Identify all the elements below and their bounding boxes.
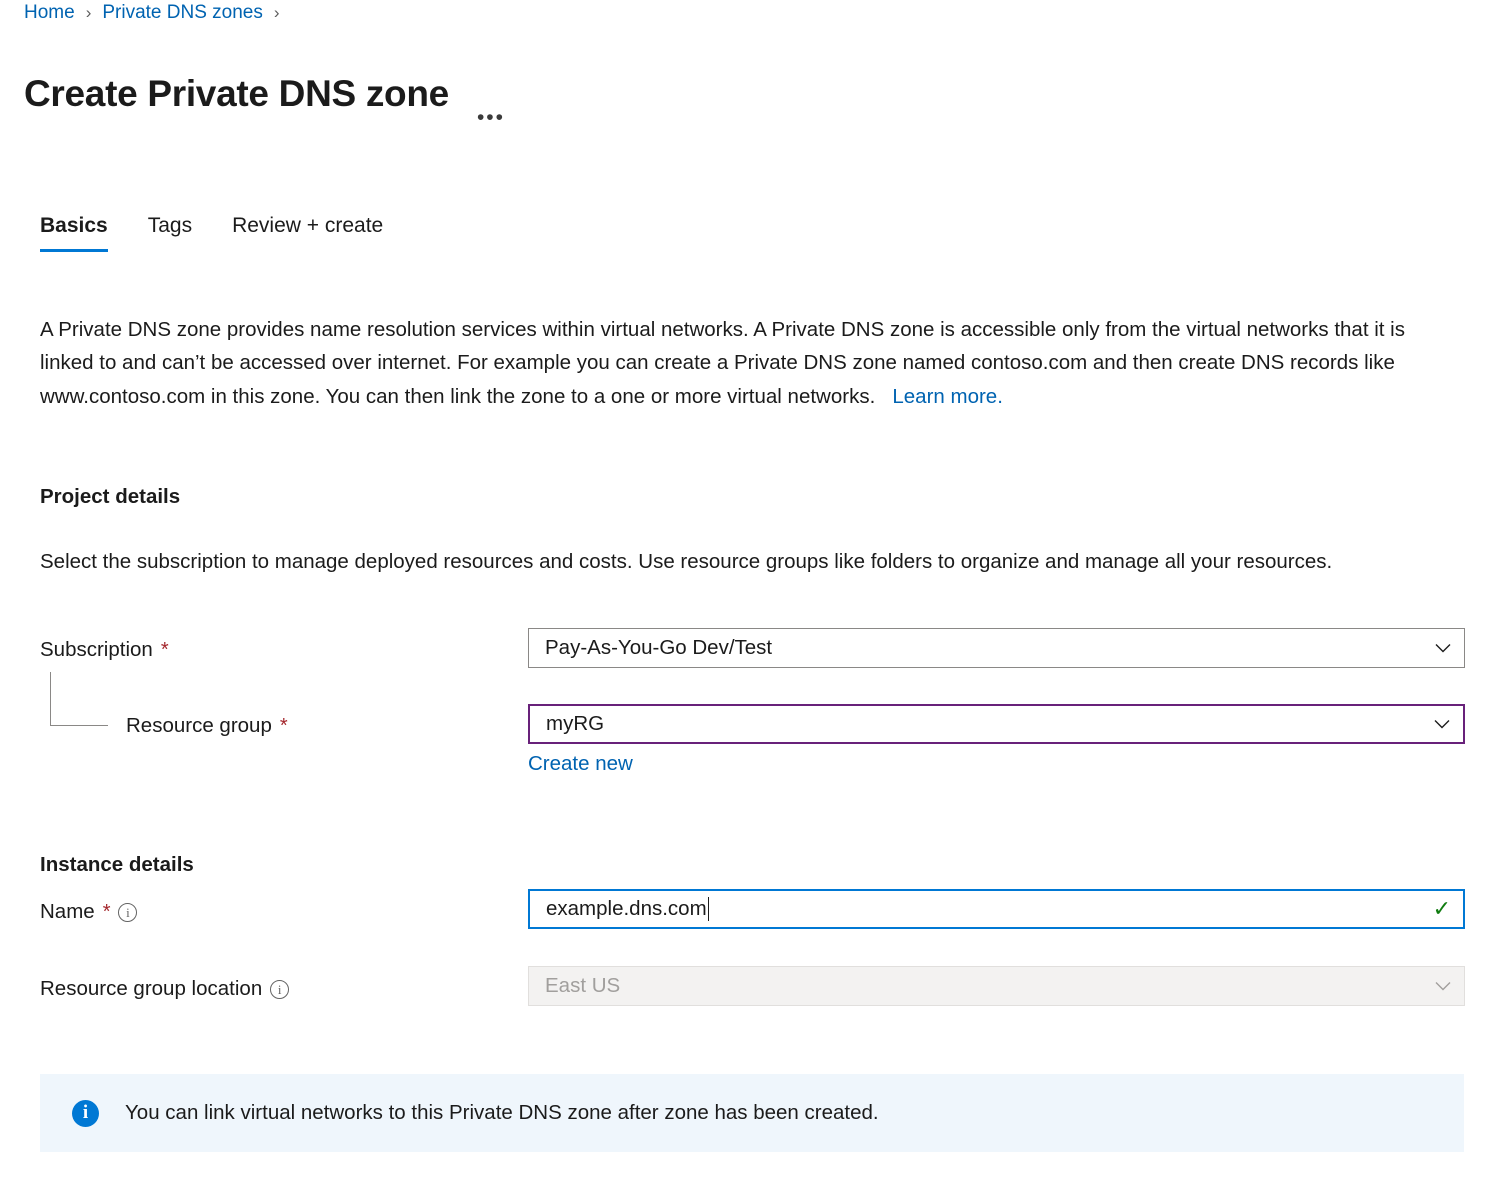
info-icon[interactable]: i [118,903,137,922]
tab-list [40,208,423,252]
resource-group-location-value: East US [545,974,621,997]
info-icon[interactable]: i [270,980,289,999]
resource-group-location-label-group [40,977,289,1001]
subscription-label: Subscription [40,638,153,661]
more-options-icon[interactable]: ••• [476,106,505,130]
text-caret [708,897,709,921]
name-input[interactable] [528,889,1465,929]
name-label: Name [40,900,95,923]
resource-group-tree-connector [50,672,108,726]
info-banner [40,1074,1464,1152]
tab-review-create[interactable]: Review + create [232,214,384,237]
project-details-heading: Project details [40,485,181,508]
chevron-down-icon [1434,977,1452,995]
resource-group-dropdown[interactable] [528,704,1465,744]
breadcrumb-separator-2: › [273,3,280,22]
title-row [24,48,505,140]
resource-group-location-dropdown [528,966,1465,1006]
chevron-down-icon [1434,639,1452,657]
project-details-subtext: Select the subscription to manage deployed resources and costs. Use resource groups like folders to organize and manage all your resources. [40,549,1333,573]
info-circle-icon: i [72,1100,99,1127]
resource-group-label: Resource group [126,714,272,737]
breadcrumb-separator: › [85,3,92,22]
tab-basics[interactable]: Basics [40,208,108,252]
chevron-down-icon [1433,715,1451,733]
instance-details-heading: Instance details [40,853,194,876]
subscription-value: Pay-As-You-Go Dev/Test [545,636,773,659]
name-input-value: example.dns.com [546,896,707,920]
name-label-group [40,900,137,924]
resource-group-location-label: Resource group location [40,977,263,1000]
page-description-text: A Private DNS zone provides name resolution services within virtual networks. A Private DNS zone is accessible only from the virtual networks that it is linked to and can’t be accessed over internet. For example you can create a Private DNS zone named contoso.com and then create DNS records like www.contoso.com in this zone. You can then link the zone to a one or more virtual networks. [40,317,1405,408]
subscription-label-group [40,638,169,662]
subscription-dropdown[interactable] [528,628,1465,668]
resource-group-label-group [126,714,288,738]
resource-group-value: myRG [546,712,605,735]
subscription-required-marker: * [160,638,169,661]
page-title: Create Private DNS zone [24,72,449,114]
valid-check-icon: ✓ [1432,896,1451,921]
learn-more-link[interactable]: Learn more. [892,384,1003,408]
breadcrumb-item-private-dns-zones[interactable]: Private DNS zones [102,2,263,23]
breadcrumb [24,2,291,24]
resource-group-required-marker: * [279,714,288,737]
name-required-marker: * [102,900,111,923]
breadcrumb-item-home[interactable]: Home [24,2,75,23]
create-new-resource-group-link[interactable]: Create new [528,752,633,775]
info-banner-text: You can link virtual networks to this Private DNS zone after zone has been created. [125,1101,879,1124]
tab-tags[interactable]: Tags [147,214,193,237]
page-description [40,313,1452,414]
